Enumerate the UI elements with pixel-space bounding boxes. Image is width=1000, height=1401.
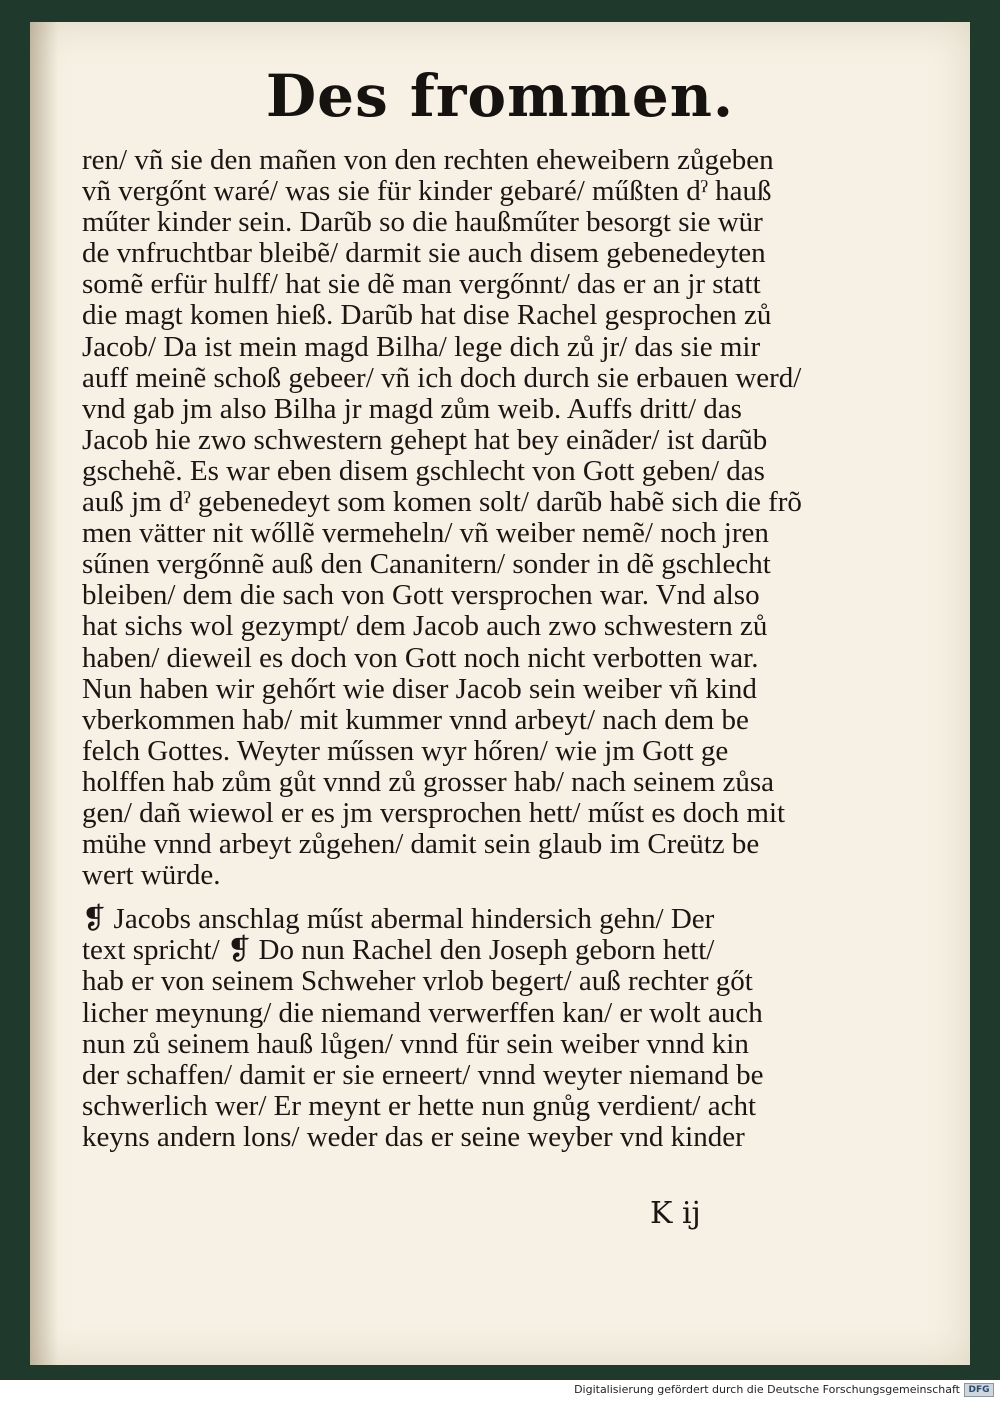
text-line: wert würde. — [82, 859, 221, 892]
text-line: gschehẽ. Es war eben disem gschlecht von Gott geben/ das — [82, 454, 765, 487]
footer-credit: Digitalisierung gefördert durch die Deutsche Forschungsgemeinschaft — [574, 1383, 960, 1396]
text-line: felch Gottes. Weyter műssen wyr hőren/ wie jm Gott ge — [82, 734, 729, 767]
text-line: die magt komen hieß. Darũb hat dise Rachel gesprochen zů — [82, 299, 772, 332]
book-page — [30, 22, 970, 1365]
text-line: vberkommen hab/ mit kummer vnnd arbeyt/ nach dem be — [82, 703, 749, 736]
text-line: hab er von seinem Schweher vrlob begert/ auß rechter gőt — [82, 965, 753, 998]
text-line: hat sichs wol gezympt/ dem Jacob auch zwo schwestern zů — [82, 610, 768, 643]
text-line: mühe vnnd arbeyt zůgehen/ damit sein glaub im Creütz be — [82, 828, 760, 861]
text-line: ren/ vñ sie den mañen von den rechten eheweibern zůgeben — [82, 144, 774, 176]
text-line: auff meinẽ schoß gebeer/ vñ ich doch durch sie erbauen werd/ — [82, 361, 802, 394]
text-line: schwerlich wer/ Er meynt er hette nun gnůg verdient/ acht — [82, 1089, 757, 1122]
text-line: nun zů seinem hauß lůgen/ vnnd für sein weiber vnnd kin — [82, 1027, 749, 1060]
text-line: text spricht/ ❡ Do nun Rachel den Joseph geborn hett/ — [82, 934, 715, 967]
text-line: de vnfruchtbar bleibẽ/ darmit sie auch disem gebenedeyten — [82, 237, 766, 270]
text-line: men vätter nit wőllẽ vermeheln/ vñ weiber nemẽ/ noch jren — [82, 517, 769, 550]
footer-bar — [0, 1380, 1000, 1401]
text-line: somẽ erfür hulff/ hat sie dẽ man vergőnnt/ das er an jr statt — [82, 268, 761, 301]
text-line: auß jm dˀ gebenedeyt som komen solt/ darũb habẽ sich die frõ — [82, 486, 802, 519]
text-line: keyns andern lons/ weder das er seine weyber vnd kinder — [82, 1120, 745, 1153]
dfg-logo-icon: DFG — [964, 1383, 994, 1397]
text-line: holffen hab zům gůt vnnd zů grosser hab/ nach seinem zůsa — [82, 765, 775, 798]
text-line: műter kinder sein. Darũb so die haußműter besorgt sie wür — [82, 206, 763, 239]
text-line: Jacob hie zwo schwestern gehept hat bey einãder/ ist darũb — [82, 423, 768, 456]
text-line: sűnen vergőnnẽ auß den Cananitern/ sonder in dẽ gschlecht — [82, 548, 771, 581]
paragraph — [82, 904, 872, 1153]
body-text — [82, 145, 872, 1153]
text-line: vnd gab jm also Bilha jr magd zům weib. Auffs dritt/ das — [82, 392, 742, 425]
running-title: Des frommen. — [265, 62, 735, 130]
text-line: gen/ dañ wiewol er es jm versprochen hett/ műst es doch mit — [82, 796, 786, 829]
text-line: der schaffen/ damit er sie erneert/ vnnd weyter niemand be — [82, 1058, 764, 1091]
text-line: ❡ Jacobs anschlag műst abermal hindersich gehn/ Der — [82, 903, 715, 936]
text-line: bleiben/ dem die sach von Gott versprochen war. Vnd also — [82, 579, 760, 612]
text-line: licher meynung/ die niemand verwerffen kan/ er wolt auch — [82, 996, 763, 1029]
paragraph — [82, 145, 872, 891]
text-line: Nun haben wir gehőrt wie diser Jacob sein weiber vñ kind — [82, 672, 757, 705]
text-line: haben/ dieweil es doch von Gott noch nicht verbotten war. — [82, 641, 759, 674]
signature-mark: K ij — [650, 1196, 701, 1231]
page-gutter-shadow — [30, 22, 58, 1365]
text-line: Jacob/ Da ist mein magd Bilha/ lege dich zů jr/ das sie mir — [82, 330, 761, 363]
text-line: vñ vergőnt waré/ was sie für kinder gebaré/ műßten dˀ hauß — [82, 175, 772, 208]
